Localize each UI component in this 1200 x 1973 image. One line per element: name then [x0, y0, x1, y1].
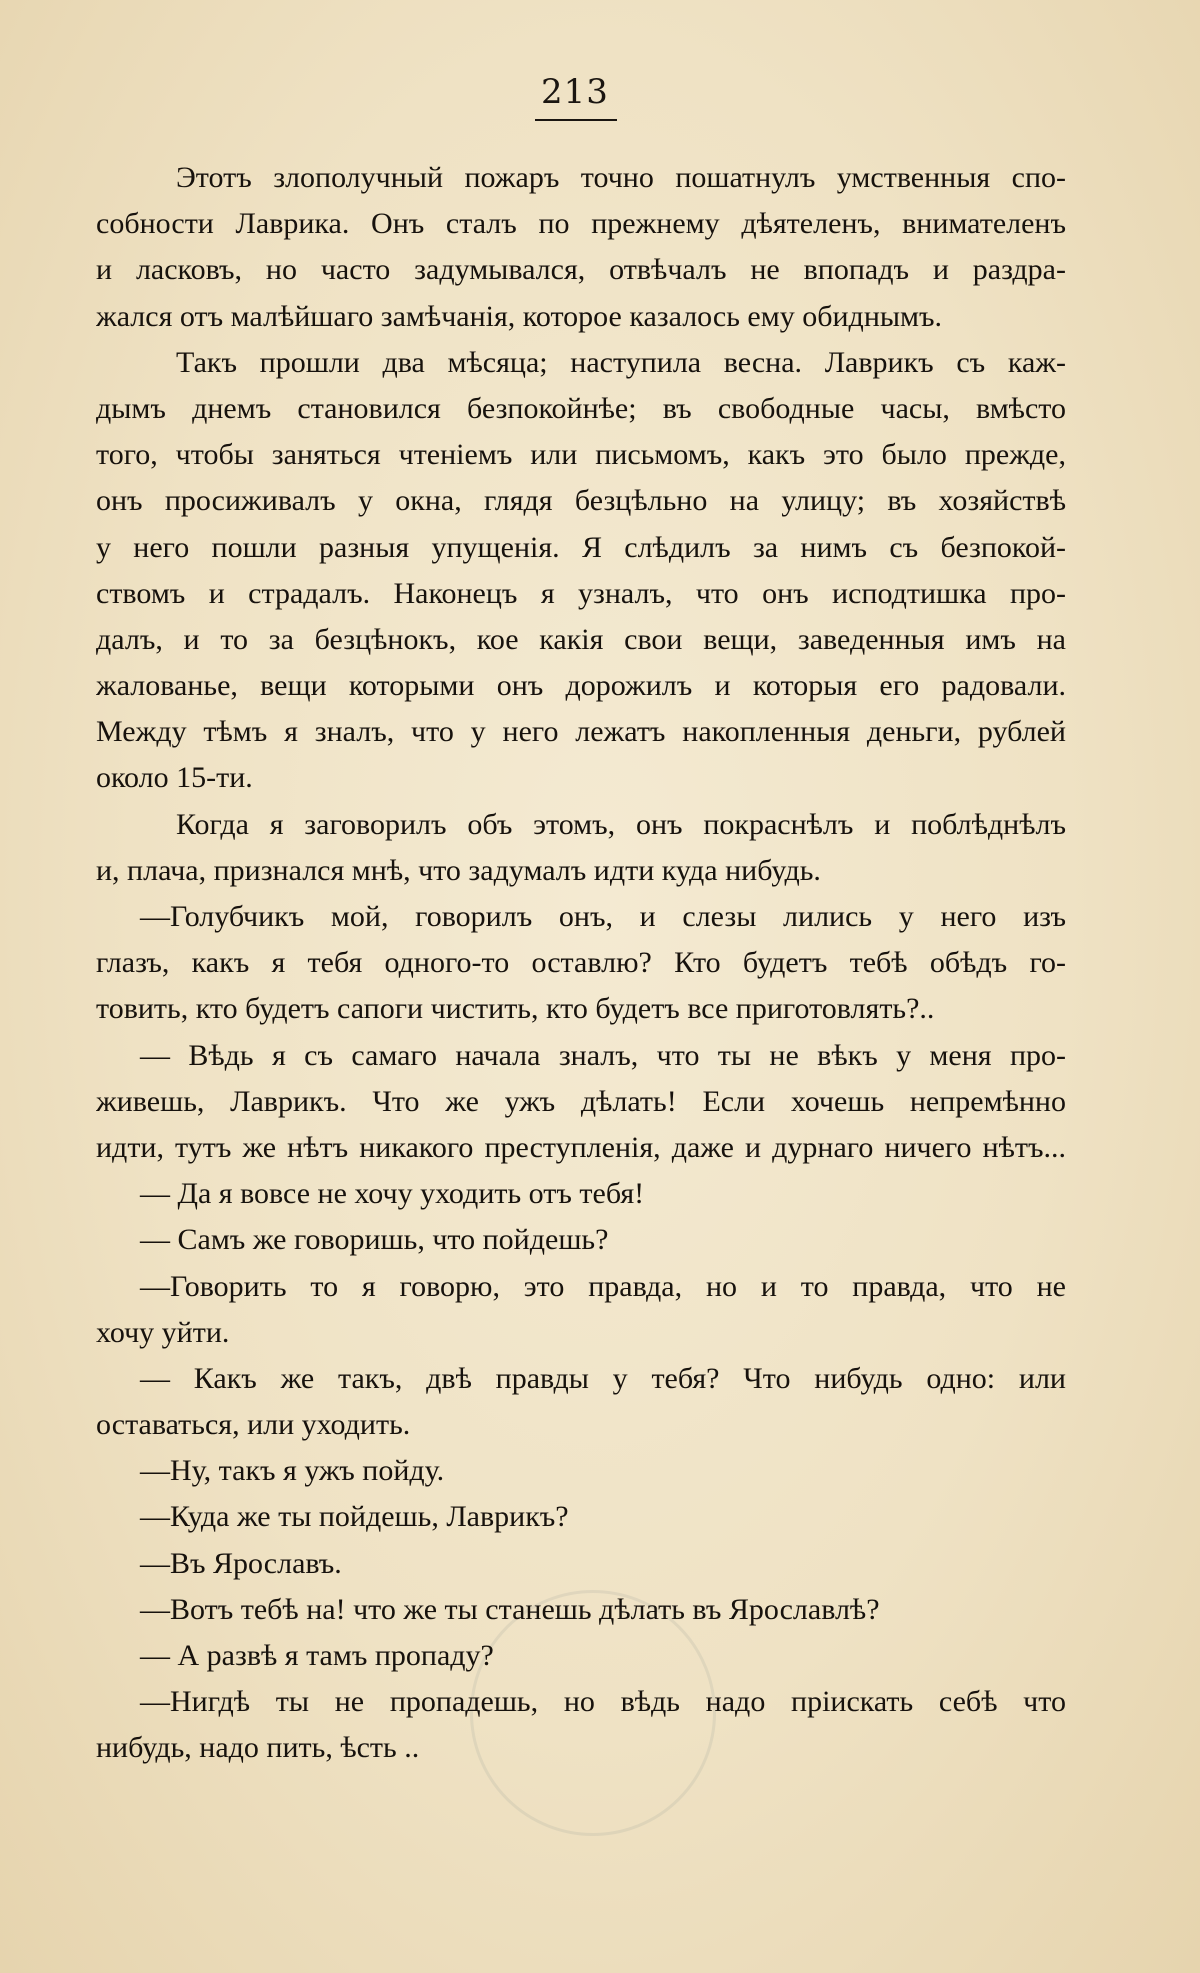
- text-line: Между тѣмъ я зналъ, что у него лежатъ накопленныя деньги, рублей: [96, 715, 1066, 749]
- text-line: дымъ днемъ становился безпокойнѣе; въ свободные часы, вмѣсто: [96, 391, 1066, 425]
- text-line: —Нигдѣ ты не пропадешь, но вѣдь надо пріискать себѣ что: [140, 1685, 1066, 1719]
- text-line: — Да я вовсе не хочу уходить отъ тебя!: [140, 1177, 645, 1211]
- text-line: и ласковъ, но часто задумывался, отвѣчалъ не впопадъ и раздра-: [96, 253, 1066, 287]
- text-line: — Вѣдь я съ самаго начала зналъ, что ты не вѣкъ у меня про-: [140, 1038, 1066, 1072]
- text-line: и, плача, признался мнѣ, что задумалъ идти куда нибудь.: [96, 853, 821, 887]
- text-line: живешь, Лаврикъ. Что же ужъ дѣлать! Если хочешь непремѣнно: [96, 1084, 1066, 1118]
- text-line: — А развѣ я тамъ пропаду?: [140, 1639, 494, 1672]
- text-line: у него пошли разныя упущенія. Я слѣдилъ за нимъ съ безпокой-: [96, 530, 1066, 564]
- text-line: Этотъ злополучный пожаръ точно пошатнулъ умственныя спо-: [176, 161, 1066, 194]
- text-line: собности Лаврика. Онъ сталъ по прежнему дѣятеленъ, внимателенъ: [96, 207, 1066, 241]
- text-line: жался отъ малѣйшаго замѣчанія, которое казалось ему обиднымъ.: [96, 299, 943, 333]
- text-line: онъ просиживалъ у окна, глядя безцѣльно на улицу; въ хозяйствѣ: [96, 484, 1066, 518]
- text-line: около 15-ти.: [96, 761, 253, 795]
- text-line: —Куда же ты пойдешь, Лаврикъ?: [140, 1500, 569, 1534]
- text-line: хочу уйти.: [96, 1315, 230, 1349]
- text-line: — Какъ же такъ, двѣ правды у тебя? Что нибудь одно: или: [140, 1361, 1066, 1395]
- text-line: нибудь, надо пить, ѣсть ..: [96, 1731, 420, 1765]
- body-text: [96, 155, 1066, 1772]
- text-line: далъ, и то за безцѣнокъ, кое какія свои вещи, заведенныя имъ на: [96, 622, 1066, 656]
- text-line: —Говорить то я говорю, это правда, но и то правда, что не: [140, 1269, 1066, 1303]
- text-line: жалованье, вещи которыми онъ дорожилъ и которыя его радовали.: [96, 669, 1066, 703]
- text-line: —Въ Ярославъ.: [140, 1546, 342, 1580]
- text-line: идти, тутъ же нѣтъ никакого преступленія, даже и дурнаго ничего нѣтъ...: [96, 1130, 1066, 1164]
- page-number-rule: [535, 119, 617, 121]
- text-line: Такъ прошли два мѣсяца; наступила весна. Лаврикъ съ каж-: [176, 345, 1066, 379]
- text-line: глазъ, какъ я тебя одного-то оставлю? Кто будетъ тебѣ обѣдъ го-: [96, 946, 1066, 980]
- text-line: —Ну, такъ я ужъ пойду.: [140, 1454, 445, 1488]
- text-line: ствомъ и страдалъ. Наконецъ я узналъ, что онъ исподтишка про-: [96, 576, 1066, 610]
- text-line: Когда я заговорилъ объ этомъ, онъ покраснѣлъ и поблѣднѣлъ: [176, 807, 1066, 841]
- text-line: оставаться, или уходить.: [96, 1408, 411, 1442]
- text-line: —Голубчикъ мой, говорилъ онъ, и слезы лились у него изъ: [140, 900, 1066, 933]
- text-line: товить, кто будетъ сапоги чистить, кто будетъ все приготовлять?..: [96, 992, 935, 1026]
- page-number: 213: [541, 72, 609, 112]
- text-line: —Вотъ тебѣ на! что же ты станешь дѣлать въ Ярославлѣ?: [140, 1592, 880, 1626]
- text-line: того, чтобы заняться чтеніемъ или письмомъ, какъ это было прежде,: [96, 438, 1066, 472]
- text-line: — Самъ же говоришь, что пойдешь?: [140, 1223, 609, 1257]
